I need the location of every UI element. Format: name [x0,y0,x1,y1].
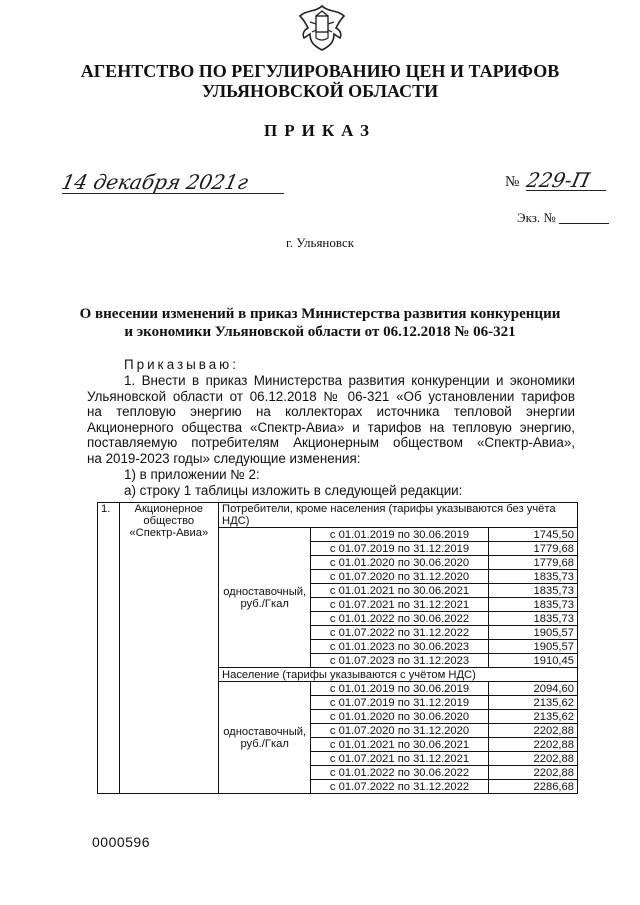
tariff-value: 2135,62 [488,696,577,710]
paragraph-1-line: Акционерного общества «Спектр-Авиа» и тарифов на тепловую энергию, [87,419,575,435]
tariff-value: 1910,45 [488,654,577,668]
tariff-value: 1905,57 [488,640,577,654]
subitem-1: 1) в приложении № 2: [124,467,260,482]
tariff-period: с 01.01.2020 по 30.06.2020 [311,710,488,724]
tariff-period: с 01.07.2021 по 31.12.2021 [311,598,488,612]
tariff-value: 2202,88 [488,738,577,752]
document-type-title: ПРИКАЗ [264,121,376,140]
subject-line1: О внесении изменений в приказ Министерства развития конкуренции [79,306,561,322]
tariff-unit: одноставочный, руб./Гкал [219,682,311,794]
tariff-value: 1835,73 [488,612,577,626]
tariff-period: с 01.07.2022 по 31.12.2022 [311,780,488,794]
tariff-value: 2135,62 [488,710,577,724]
copy-number [517,210,609,226]
tariff-unit: одноставочный, руб./Гкал [219,528,311,668]
tariff-period: с 01.01.2023 по 30.06.2023 [311,640,488,654]
tariff-value: 2202,88 [488,752,577,766]
paragraph-1 [87,373,575,451]
subitem-a: а) строку 1 таблицы изложить в следующей редакции: [124,483,463,498]
tariff-value: 1779,68 [488,556,577,570]
coat-of-arms-emblem [296,2,348,52]
prikazyvayu-heading: Приказываю: [124,357,239,372]
copy-blank-line [559,223,609,224]
tariff-period: с 01.07.2020 по 31.12.2020 [311,570,488,584]
group-title-consumers: Потребители, кроме населения (тарифы указываются без учёта НДС) [219,503,578,528]
tariff-value: 1835,73 [488,584,577,598]
tariff-period: с 01.01.2022 по 30.06.2022 [311,612,488,626]
tariff-value: 1905,57 [488,626,577,640]
tariff-period: с 01.01.2022 по 30.06.2022 [311,766,488,780]
tariff-period: с 01.01.2020 по 30.06.2020 [311,556,488,570]
subject-line2: и экономики Ульяновской области от 06.12.2018 № 06-321 [124,324,516,340]
copy-label: Экз. № [517,210,556,225]
handwritten-date: 14 декабря 2021г [59,170,251,194]
tariff-period: с 01.01.2019 по 30.06.2019 [311,528,488,542]
tariff-table [97,502,578,794]
tariff-value: 2286,68 [488,780,577,794]
organization-name: Акционерное общество «Спектр-Авиа» [119,503,219,794]
tariff-value: 2094,60 [488,682,577,696]
tariff-value: 2202,88 [488,766,577,780]
tariff-period: с 01.07.2021 по 31.12.2021 [311,752,488,766]
paragraph-1-line: поставляемую потребителям Акционерным обществом «Спектр-Авиа», [87,435,575,451]
number-underline [526,190,606,191]
paragraph-1-last-line: на 2019-2023 годы» следующие изменения: [87,451,361,466]
order-subject [0,305,640,341]
tariff-period: с 01.01.2021 по 30.06.2021 [311,738,488,752]
agency-name-line2: УЛЬЯНОВСКОЙ ОБЛАСТИ [201,81,439,101]
tariff-period: с 01.07.2023 по 31.12.2023 [311,654,488,668]
paragraph-1-line: Ульяновской области от 06.12.2018 № 06-321 «Об установлении тарифов [87,388,575,404]
tariff-period: с 01.07.2022 по 31.12.2022 [311,626,488,640]
number-label: № [505,174,520,190]
tariff-period: с 01.07.2020 по 31.12.2020 [311,724,488,738]
paragraph-1-line: на тепловую энергию на коллекторах источника тепловой энергии [87,404,575,420]
document-serial-number: 0000596 [92,834,151,850]
tariff-period: с 01.07.2019 по 31.12.2019 [311,696,488,710]
tariff-value: 2202,88 [488,724,577,738]
tariff-value: 1779,68 [488,542,577,556]
table-row [98,503,578,528]
row-index: 1. [98,503,120,794]
tariff-value: 1835,73 [488,570,577,584]
city: г. Ульяновск [285,235,355,250]
agency-name-line1: АГЕНТСТВО ПО РЕГУЛИРОВАНИЮ ЦЕН И ТАРИФОВ [80,61,560,81]
tariff-value: 1835,73 [488,598,577,612]
paragraph-1-line: 1. Внести в приказ Министерства развития конкуренции и экономики [124,373,575,388]
handwritten-number: 229-П [524,168,592,192]
tariff-value: 1745,50 [488,528,577,542]
tariff-period: с 01.01.2021 по 30.06.2021 [311,584,488,598]
tariff-period: с 01.07.2019 по 31.12.2019 [311,542,488,556]
tariff-period: с 01.01.2019 по 30.06.2019 [311,682,488,696]
group-title-population: Население (тарифы указываются с учётом НДС) [219,668,578,682]
date-underline [62,193,284,194]
